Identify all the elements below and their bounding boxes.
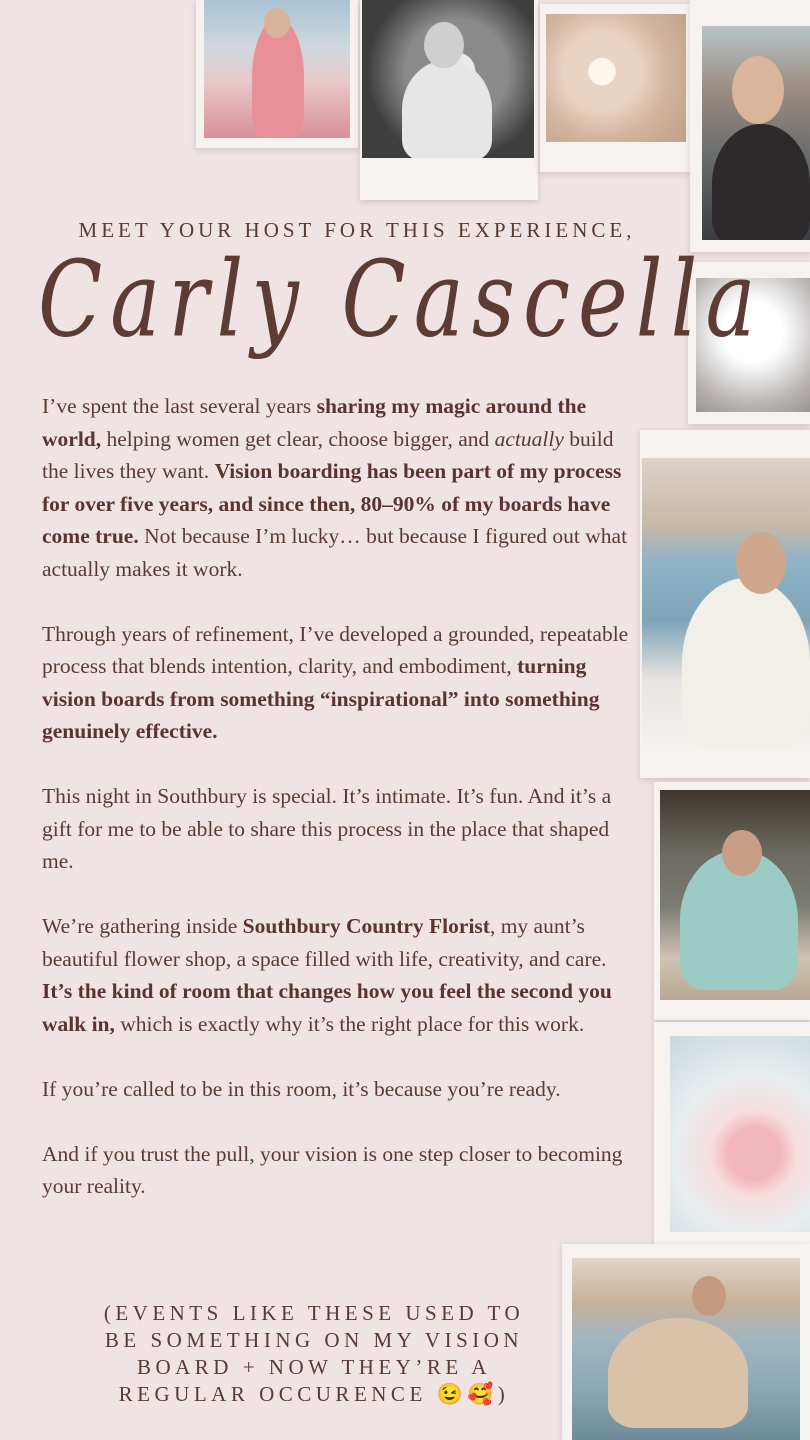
text-run: which is exactly why it’s the right place for this work.: [114, 1011, 585, 1036]
text-run: Not because I’m lucky… but because I figured out what actually makes it work.: [42, 524, 628, 581]
photo-water-portrait: [562, 1244, 810, 1440]
text-run: build the lives they want.: [42, 426, 614, 483]
bio-paragraph-2: [42, 618, 642, 748]
text-run: helping women get clear, choose bigger, and: [101, 426, 495, 451]
host-figure: [712, 124, 810, 240]
host-name: Carly Cascella: [38, 238, 764, 361]
bio-paragraph-3: [42, 780, 642, 878]
host-face: [264, 8, 290, 38]
bold-run: Southbury Country Florist: [242, 914, 490, 938]
host-face: [722, 830, 762, 876]
photo-pink-blooms: [654, 1022, 810, 1244]
host-figure: [682, 578, 810, 748]
bio-paragraph-4: [42, 910, 642, 1040]
bold-run: turning vision boards from something “inspirational” into something genuinely effective.: [42, 654, 600, 743]
photo-portrait-city: [690, 0, 810, 252]
text-run: Through years of refinement, I’ve developed a grounded, repeatable process that blends intention, clarity, and embodiment,: [42, 621, 629, 678]
host-face: [732, 56, 784, 124]
bold-run: It’s the kind of room that changes how you feel the second you walk in,: [42, 979, 612, 1036]
host-face: [424, 22, 464, 68]
text-run: And if you trust the pull, your vision is one step closer to becoming your reality.: [42, 1141, 623, 1198]
text-run: I’ve spent the last several years: [42, 394, 317, 418]
bio-paragraph-5: [42, 1073, 642, 1106]
bio-paragraph-1: [42, 390, 642, 585]
page-kicker: MEET YOUR HOST FOR THIS EXPERIENCE,: [78, 218, 636, 242]
bold-run: Vision boarding has been part of my process for over five years, and since then, 80–90% of my boards have come true.: [42, 459, 622, 548]
text-run: , my aunt’s beautiful flower shop, a space filled with life, creativity, and care.: [42, 914, 607, 971]
photo-meditation-room: [654, 782, 810, 1020]
photo-pink-coat: [196, 0, 358, 148]
host-face: [692, 1276, 726, 1316]
host-figure: [402, 60, 492, 158]
text-run: If you’re called to be in this room, it’s because you’re ready.: [42, 1076, 561, 1101]
text-run: We’re gathering inside: [42, 914, 243, 938]
host-face: [736, 532, 786, 594]
italic-run: actually: [494, 426, 564, 451]
photo-lake-portrait: [640, 430, 810, 778]
bold-run: sharing my magic around the world,: [42, 394, 587, 451]
text-run: This night in Southbury is special. It’s intimate. It’s fun. And it’s a gift for me to be able to share this process in the place that shaped me.: [42, 784, 612, 873]
photo-black-white: [360, 0, 538, 200]
host-figure: [608, 1318, 748, 1428]
closing-note: (EVENTS LIKE THESE USED TO BE SOMETHING ON MY VISION BOARD + NOW THEY’RE A REGULAR OCCURENCE 😉🥰): [103, 1301, 525, 1406]
bio-paragraph-6: [42, 1138, 642, 1203]
host-bio: [42, 390, 642, 1235]
photo-dried-flowers: [540, 4, 690, 172]
